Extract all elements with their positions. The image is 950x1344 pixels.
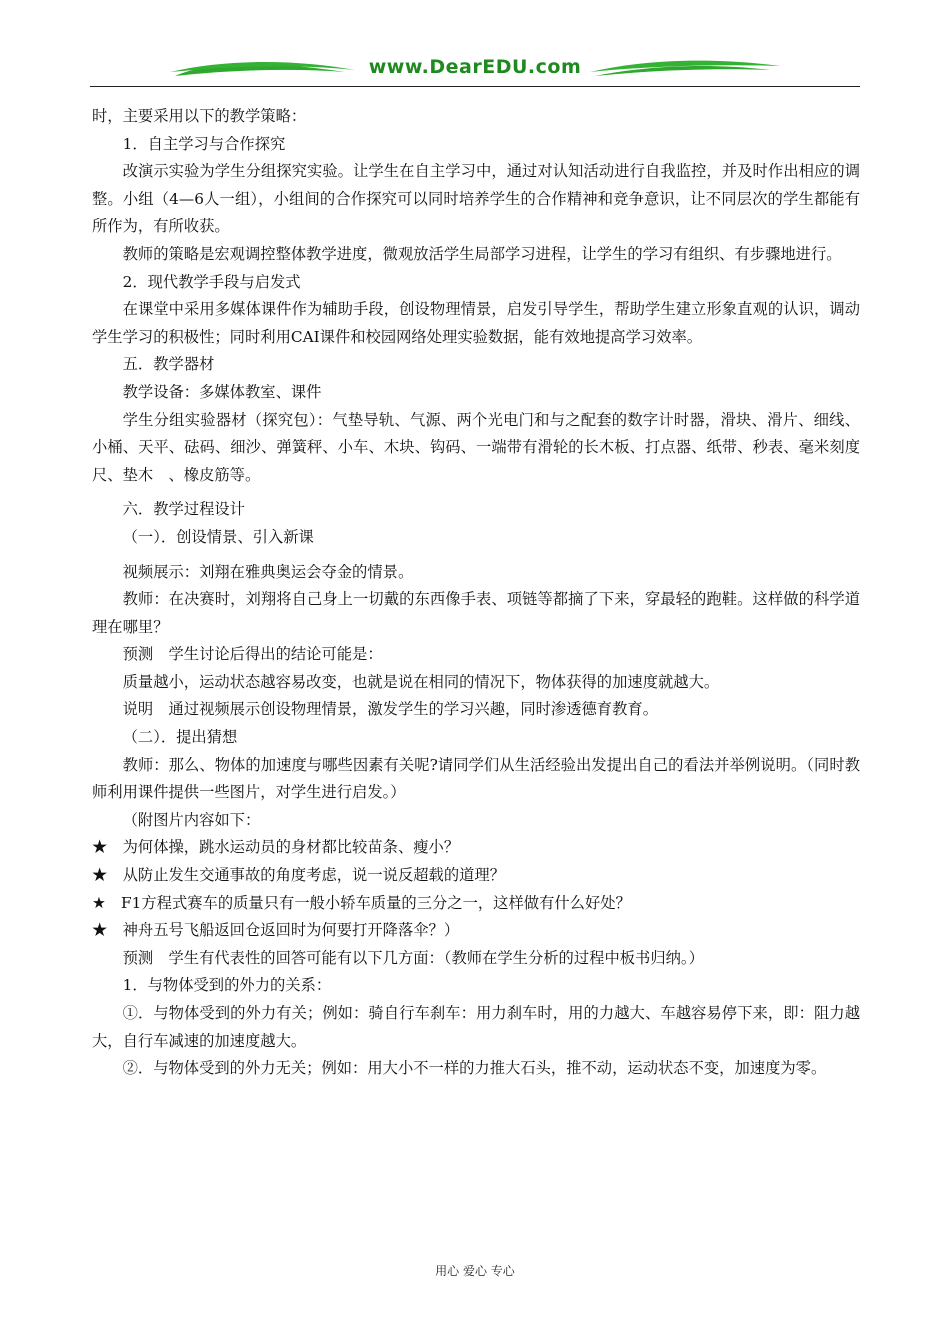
paragraph: ①．与物体受到的外力有关；例如：骑自行车刹车：用力刹车时，用的力越大、车越容易停下来，即：阻力越大，自行车减速的加速度越大。 [92, 1004, 860, 1050]
paragraph: 教师：在决赛时，刘翔将自己身上一切戴的东西像手表、项链等都摘了下来，穿最轻的跑鞋。这样做的科学道理在哪里？ [92, 590, 860, 636]
paragraph: 预测 学生讨论后得出的结论可能是： [122, 645, 383, 664]
section-heading: 六．教学过程设计 [122, 500, 245, 519]
paragraph: 教师：那么、物体的加速度与哪些因素有关呢?请同学们从生活经验出发提出自己的看法并举例说明。（同时教师利用课件提供一些图片，对学生进行启发。） [92, 755, 860, 802]
paragraph: 教师的策略是宏观调控整体教学进度，微观放活学生局部学习进程，让学生的学习有组织、有步骤地进行。 [122, 244, 842, 263]
paragraph: 预测 学生有代表性的回答可能有以下几方面：（教师在学生分析的过程中板书归纳。） [122, 948, 704, 967]
page-footer: 用心 爱心 专心 [435, 1264, 515, 1278]
header-divider [90, 86, 860, 87]
paragraph: 学生分组实验器材（探究包）：气垫导轨、气源、两个光电门和与之配套的数字计时器，滑块、滑片、细线、小桶、天平、砝码、细沙、弹簧秤、小车、木块、钩码、一端带有滑轮的长木板、打点器、纸带、秒表、毫米刻度尺、垫木 、橡皮筋等。 [92, 410, 860, 484]
section-heading: 2．现代教学手段与启发式 [122, 272, 301, 291]
page-header [90, 52, 860, 92]
star-list-item: ★ 为何体操，跳水运动员的身材都比较苗条、瘦小？ [92, 838, 460, 857]
paragraph: 时，主要采用以下的教学策略： [92, 107, 307, 125]
document-body [92, 103, 860, 1083]
paragraph: ②．与物体受到的外力无关；例如：用大小不一样的力推大石头，推不动，运动状态不变，加速度为零。 [122, 1059, 827, 1078]
star-list-item: ★ 从防止发生交通事故的角度考虑，说一说反超载的道理？ [92, 866, 506, 885]
star-list-item: ★ F1方程式赛车的质量只有一般小轿车质量的三分之一，这样做有什么好处？ [92, 893, 631, 912]
section-heading: 五．教学器材 [122, 355, 215, 374]
section-heading: 1．自主学习与合作探究 [122, 134, 286, 153]
subsection-heading: （二）．提出猜想 [122, 728, 238, 747]
paragraph: 在课堂中采用多媒体课件作为辅助手段，创设物理情景，启发引导学生，帮助学生建立形象直观的认识，调动学生学习的积极性；同时利用CAI课件和校园网络处理实验数据，能有效地提高学习效率。 [92, 300, 860, 346]
site-brand[interactable]: www.DearEDU.com [368, 56, 582, 78]
paragraph: 1．与物体受到的外力的关系： [122, 976, 332, 995]
paragraph: 教学设备：多媒体教室、课件 [122, 382, 322, 401]
paragraph: 视频展示：刘翔在雅典奥运会夺金的情景。 [122, 562, 414, 581]
paragraph: 质量越小，运动状态越容易改变，也就是说在相同的情况下，物体获得的加速度就越大。 [122, 672, 720, 691]
paragraph: （附图片内容如下： [122, 810, 261, 829]
paragraph: 说明 通过视频展示创设物理情景，激发学生的学习兴趣，同时渗透德育教育。 [122, 700, 658, 719]
paragraph: 改演示实验为学生分组探究实验。让学生在自主学习中，通过对认知活动进行自我监控，并及时作出相应的调整。小组（4—6人一组），小组间的合作探究可以同时培养学生的合作精神和竞争意识，让不同层次的学生都能有所作为，有所收获。 [92, 162, 860, 236]
subsection-heading: （一）．创设情景、引入新课 [122, 527, 314, 546]
star-list-item: ★ 神舟五号飞船返回仓返回时为何要打开降落伞？） [92, 921, 460, 940]
